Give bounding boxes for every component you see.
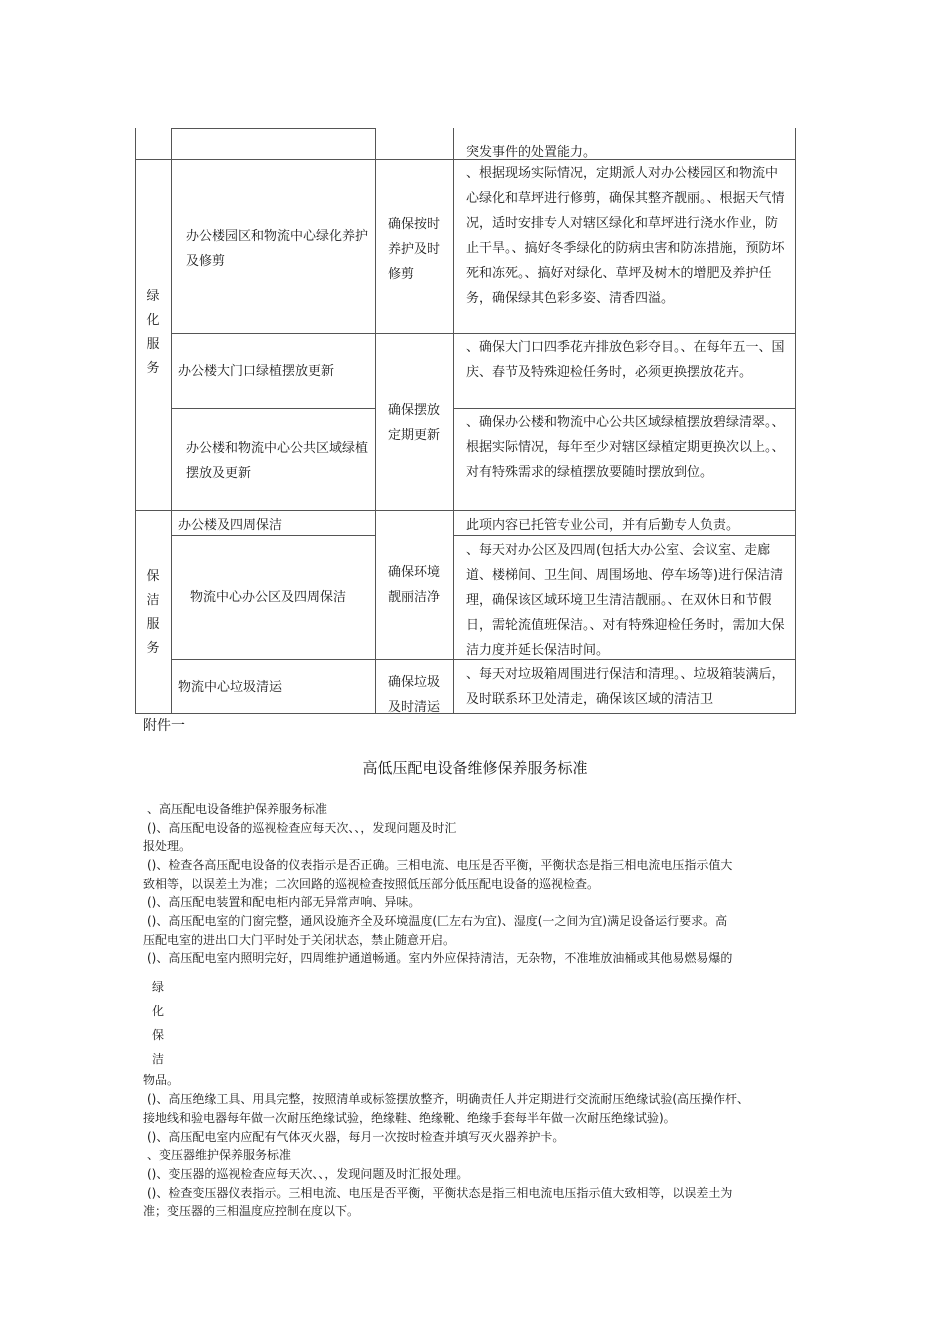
category-char: 化: [146, 313, 160, 328]
clean-row-2-standard: 确保环境靓丽洁净: [388, 565, 441, 605]
paragraph-line: 致相等，以误差土为准；二次回路的巡视检查按照低压部分低压配电设备的巡视检查。: [143, 877, 600, 891]
paragraph-line: ()、高压配电室的门窗完整，通风设施齐全及环境温度(匚左右为宜)、湿度(一之间为宜)满足设备运行要求。高: [147, 914, 728, 928]
clean-row-1-detail: 此项内容已托管专业公司，并有后勤专人负责。: [466, 518, 740, 533]
paragraph-line: 物品。: [143, 1073, 180, 1087]
attachment-label: 附件一: [143, 718, 185, 734]
clean-row-3-detail: 、每天对垃圾箱周围进行保洁和清理。、垃圾箱装满后，及时联系环卫处清走，确保该区域的清洁卫: [466, 667, 785, 707]
paragraph-line: ()、高压配电装置和配电柜内部无异常声响、异味。: [147, 895, 421, 909]
clean-row-3-standard: 确保垃圾及时清运: [388, 675, 441, 715]
section-heading: 、高压配电设备维护保养服务标准: [147, 802, 328, 816]
green-row-2-detail: 、确保大门口四季花卉排放色彩夺目。、在每年五一、国庆、春节及特殊迎检任务时，必须更换摆放花卉。: [466, 340, 785, 380]
paragraph-line: 报处理。: [143, 839, 192, 853]
green-row-2-standard: 确保摆放定期更新: [388, 403, 441, 443]
paragraph-line: ()、高压配电室内应配有气体灭火器，每月一次按时检查并填写灭火器养护卡。: [147, 1130, 565, 1144]
vertical-char: 化: [151, 1004, 164, 1018]
green-row-1-standard: 确保按时养护及时修剪: [388, 217, 441, 282]
clean-row-1-item: 办公楼及四周保洁: [178, 518, 283, 533]
top-row-detail: 突发事件的处置能力。: [466, 145, 597, 160]
category-char: 洁: [146, 593, 160, 608]
category-char: 务: [146, 361, 160, 376]
category-char: 保: [146, 569, 160, 584]
paragraph-line: ()、检查各高压配电设备的仪表指示是否正确。三相电流、电压是否平衡，平衡状态是指三相电流电压指示值大: [147, 858, 733, 872]
paragraph-line: ()、检查变压器仪表指示。三相电流、电压是否平衡，平衡状态是指三相电流电压指示值大致相等，以误差土为: [147, 1186, 733, 1200]
page-title: 高低压配电设备维修保养服务标准: [362, 759, 588, 777]
clean-row-2-item: 物流中心办公区及四周保洁: [190, 590, 347, 605]
clean-row-2-detail: 、每天对办公区及四周(包括大办公室、会议室、走廊道、楼梯间、卫生间、周围场地、停车场等)进行保洁清理，确保该区域环境卫生清洁靓丽。、在双休日和节假日，需轮流值班保洁。、对有特殊迎检任务时，需加大保洁力度并延长保洁时间。: [466, 543, 785, 658]
category-char: 务: [146, 641, 160, 656]
vertical-char: 保: [151, 1028, 164, 1042]
paragraph-line: ()、高压配电室内照明完好，四周维护通道畅通。室内外应保持清洁，无杂物，不准堆放油桶或其他易燃易爆的: [147, 951, 733, 965]
category-char: 服: [146, 337, 160, 352]
green-row-1-item: 办公楼园区和物流中心绿化养护及修剪: [186, 229, 369, 269]
paragraph-line: ()、高压配电设备的巡视检查应每天次、、，发现问题及时汇: [147, 821, 457, 835]
vertical-char: 洁: [151, 1052, 164, 1066]
green-row-3-detail: 、确保办公楼和物流中心公共区域绿植摆放碧绿清翠。、根据实际情况，每年至少对辖区绿植定期更换次以上。、对有特殊需求的绿植摆放要随时摆放到位。: [466, 415, 785, 480]
paragraph-line: 准；变压器的三相温度应控制在度以下。: [143, 1204, 360, 1218]
paragraph-line: ()、变压器的巡视检查应每天次、、，发现问题及时汇报处理。: [147, 1167, 469, 1181]
section-heading: 、变压器维护保养服务标准: [147, 1148, 292, 1162]
category-char: 服: [146, 617, 160, 632]
vertical-char: 绿: [151, 980, 164, 994]
paragraph-line: ()、高压绝缘工具、用具完整，按照清单或标签摆放整齐，明确责任人并定期进行交流耐压绝缘试验(高压操作杆、: [147, 1092, 750, 1106]
paragraph-line: 压配电室的进出口大门平时处于关闭状态，禁止随意开启。: [143, 933, 456, 947]
green-row-3-item: 办公楼和物流中心公共区域绿植摆放及更新: [186, 441, 369, 481]
paragraph-line: 接地线和验电器每年做一次耐压绝缘试验，绝缘鞋、绝缘靴、绝缘手套每半年做一次耐压绝缘试验)。: [143, 1111, 676, 1125]
category-char: 绿: [146, 289, 160, 304]
green-row-2-item: 办公楼大门口绿植摆放更新: [178, 364, 335, 379]
green-row-1-detail: 、根据现场实际情况，定期派人对办公楼园区和物流中心绿化和草坪进行修剪，确保其整齐靓丽。、根据天气情况，适时安排专人对辖区绿化和草坪进行浇水作业，防止干旱。、搞好冬季绿化的防病虫害和防冻措施，预防坏死和冻死。、搞好对绿化、草坪及树木的增肥及养护任务，确保绿其色彩多姿、清香四溢。: [466, 166, 785, 306]
clean-row-3-item: 物流中心垃圾清运: [178, 680, 283, 695]
